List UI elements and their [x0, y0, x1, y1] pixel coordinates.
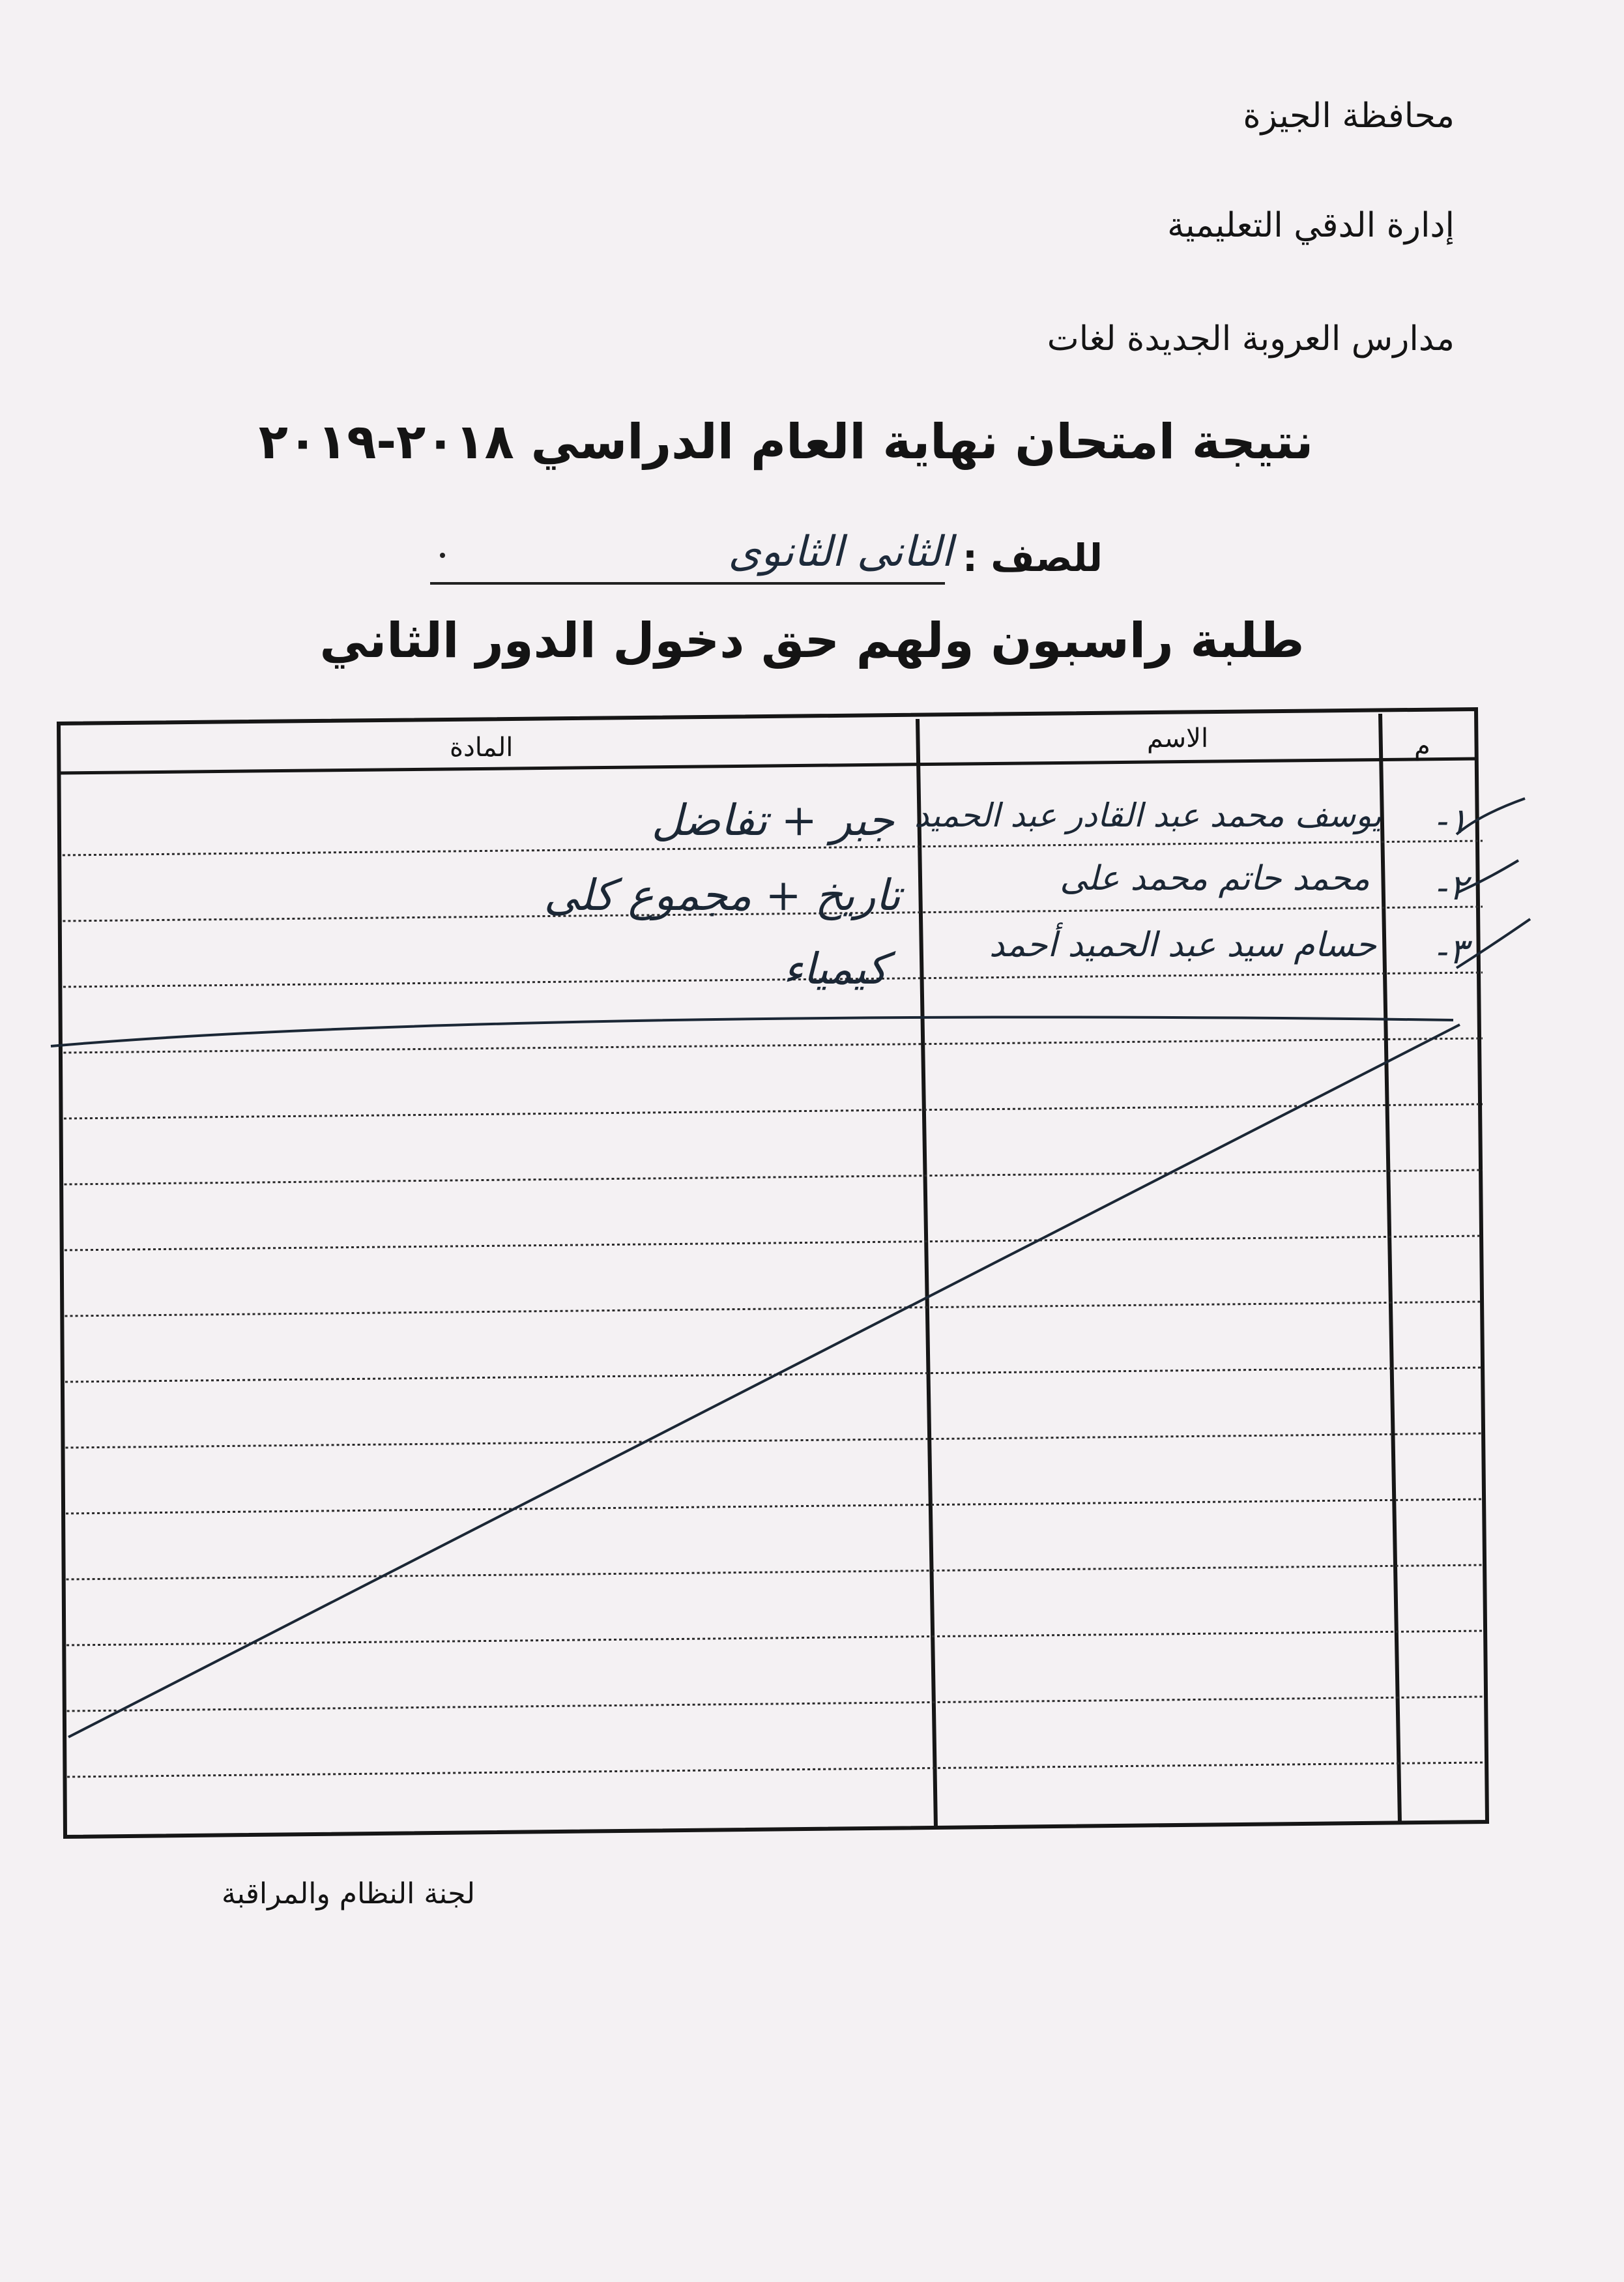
dotted-row-lines	[63, 841, 1483, 1777]
school-heading: مدارس العروبة الجديدة لغات	[1047, 319, 1455, 358]
committee-footer: لجنة النظام والمراقبة	[222, 1877, 476, 1910]
dotted-row-line	[67, 1763, 1483, 1777]
dotted-row-line	[63, 1038, 1483, 1053]
dotted-row-line	[66, 1499, 1483, 1514]
row-3-number: ٣-	[1436, 931, 1468, 972]
row-1-name: يوسف محمد عبد القادر عبد الحميد	[914, 797, 1382, 834]
column-header-number: م	[1414, 731, 1430, 761]
dotted-row-line	[64, 1170, 1483, 1184]
dotted-row-line	[66, 1433, 1483, 1448]
grade-value-handwritten: الثانى الثانوى	[728, 528, 953, 576]
underline-stroke	[51, 1017, 1453, 1046]
strike-through-diagonal	[68, 1025, 1460, 1737]
row-2-name: محمد حاتم محمد على	[1060, 859, 1370, 898]
dotted-row-line	[67, 1697, 1483, 1711]
header-row-divider	[59, 759, 1477, 773]
row-1-subjects: جبر + تفاضل	[651, 795, 894, 845]
dotted-row-line	[66, 1565, 1483, 1579]
dotted-row-line	[63, 973, 1483, 987]
dotted-row-line	[65, 1236, 1483, 1250]
column-divider-subject-name	[918, 719, 936, 1828]
document-subtitle: طلبة راسبون ولهم حق دخول الدور الثاني	[319, 613, 1305, 669]
column-header-subject: المادة	[450, 733, 514, 763]
administration-heading: إدارة الدقي التعليمية	[1167, 206, 1455, 245]
column-divider-name-number	[1380, 714, 1400, 1824]
document-title: نتيجة امتحان نهاية العام الدراسي ٢٠١٨-٢٠١٩	[258, 414, 1314, 470]
dotted-row-line	[64, 1104, 1483, 1119]
row-3-subjects: كيمياء	[783, 944, 888, 994]
governorate-heading: محافظة الجيزة	[1243, 96, 1455, 136]
row-3-name: حسام سيد عبد الحميد أحمد	[989, 926, 1376, 965]
dotted-row-line	[66, 1631, 1483, 1645]
row-2-number: ٢-	[1436, 867, 1468, 908]
dotted-row-line	[65, 1302, 1483, 1316]
column-header-name: الاسم	[1147, 724, 1209, 753]
row-1-number: ١-	[1436, 800, 1468, 841]
grade-label: للصف :	[962, 536, 1103, 580]
row-2-subjects: تاريخ + مجموع كلى	[544, 870, 901, 920]
